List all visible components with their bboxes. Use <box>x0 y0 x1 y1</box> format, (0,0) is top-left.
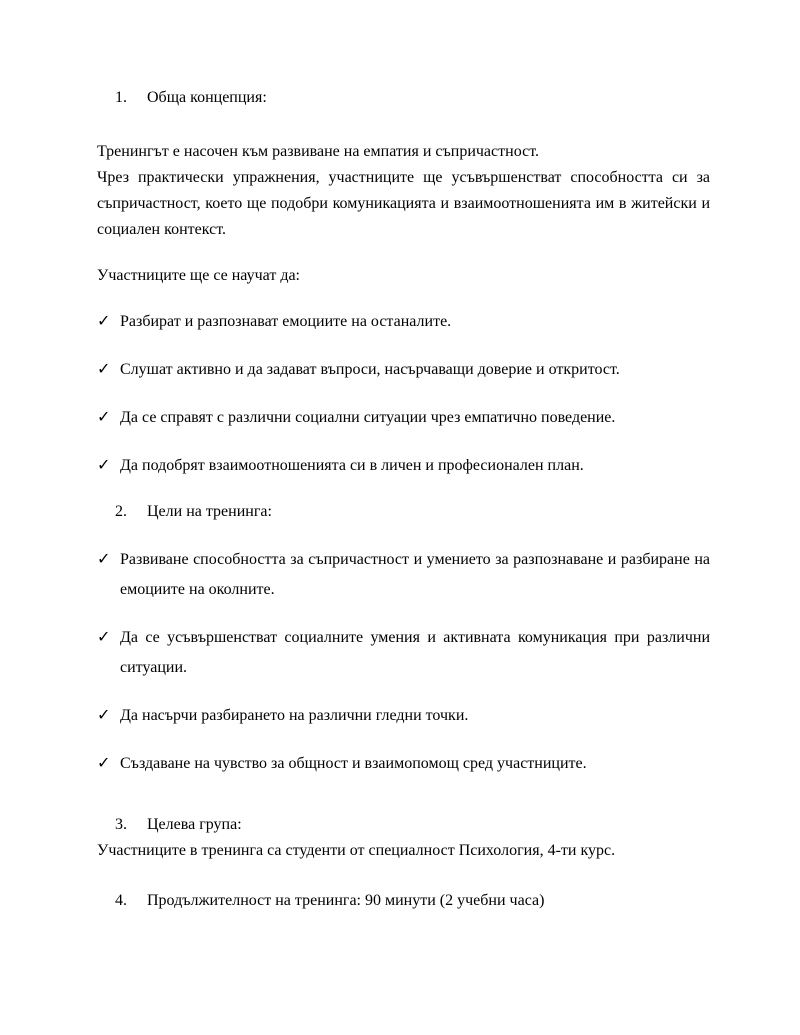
heading-general-concept <box>97 85 710 111</box>
checkmark-bullet-icon: ✓ <box>97 707 111 724</box>
heading-number: 1. <box>115 89 127 106</box>
list-item-text: Да насърчи разбирането на различни гледни точки. <box>120 707 469 724</box>
list-item-text: Да се усъвършенстват социалните умения и активната комуникация при различни ситуации. <box>120 629 710 676</box>
heading-text: Обща концепция: <box>147 89 267 106</box>
list-item-text: Да се справят с различни социални ситуации чрез емпатично поведение. <box>120 409 616 426</box>
heading-duration <box>97 888 710 914</box>
checkmark-bullet-icon: ✓ <box>97 551 111 568</box>
heading-text: Целева група: <box>147 816 242 833</box>
heading-number: 3. <box>115 816 127 833</box>
list-item <box>97 355 710 385</box>
heading-training-goals <box>97 499 710 525</box>
list-item <box>97 403 710 433</box>
intro-line: Тренингът е насочен към развиване на емпатия и съпричастност. <box>97 143 539 160</box>
target-group-text: Участниците в тренинга са студенти от специалност Психология, 4-ти курс. <box>97 842 616 859</box>
checkmark-bullet-icon: ✓ <box>97 755 111 772</box>
checkmark-bullet-icon: ✓ <box>97 409 111 426</box>
list-item <box>97 545 710 605</box>
list-item <box>97 701 710 731</box>
list-item-text: Развиване способността за съпричастност и умението за разпознаване и разбиране на емоциите на околните. <box>120 551 710 598</box>
list-item <box>97 451 710 481</box>
heading-number: 2. <box>115 503 127 520</box>
learn-outcomes-list <box>97 307 710 481</box>
training-goals-list <box>97 545 710 779</box>
heading-text: Продължителност на тренинга: 90 минути (2 учебни часа) <box>147 892 545 909</box>
checkmark-bullet-icon: ✓ <box>97 629 111 646</box>
checkmark-bullet-icon: ✓ <box>97 313 111 330</box>
list-item-text: Да подобрят взаимоотношенията си в личен и професионален план. <box>120 457 584 474</box>
list-item-text: Създаване на чувство за общност и взаимопомощ сред участниците. <box>120 755 587 772</box>
list-item-text: Разбират и разпознават емоциите на останалите. <box>120 313 452 330</box>
heading-number: 4. <box>115 892 127 909</box>
learn-lead-in: Участниците ще се научат да: <box>97 267 300 284</box>
checkmark-bullet-icon: ✓ <box>97 361 111 378</box>
list-item-text: Слушат активно и да задават въпроси, насърчаващи доверие и откритост. <box>120 361 620 378</box>
intro-paragraph: Чрез практически упражнения, участниците ще усъвършенстват способността си за съпричастност, което ще подобри комуникацията и взаимоотношенията им в житейски и социален контекст. <box>97 169 710 238</box>
list-item <box>97 749 710 779</box>
checkmark-bullet-icon: ✓ <box>97 457 111 474</box>
heading-target-group <box>97 812 710 838</box>
list-item <box>97 307 710 337</box>
list-item <box>97 623 710 683</box>
heading-text: Цели на тренинга: <box>147 503 272 520</box>
document-content <box>97 85 710 914</box>
